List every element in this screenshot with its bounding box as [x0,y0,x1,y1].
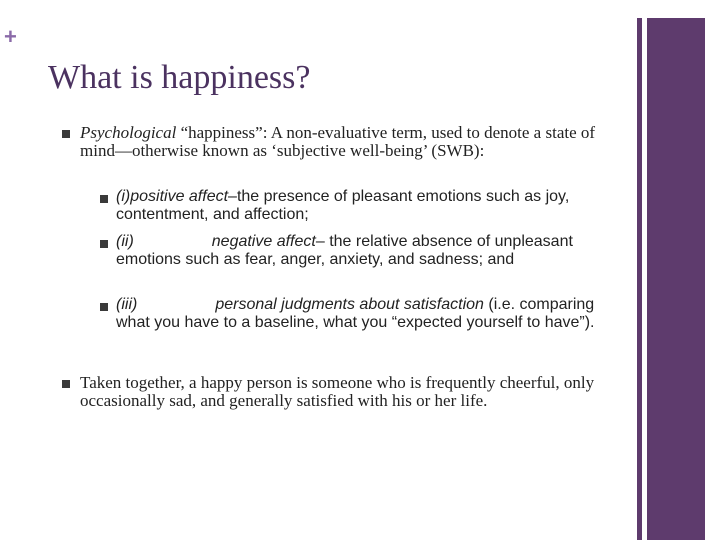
accent-bar-thin [637,18,642,540]
sub-bullet-positive-affect [116,188,596,224]
sub-bullet-judgments [116,296,596,332]
sub-bullet-text: (i.e. comparing what you have to a baseline, what you “expected yourself to have”). [116,296,595,331]
slide-title: What is happiness? [48,59,311,96]
sub-bullet-label: (i)positive affect [116,188,229,205]
bullet-lead: Psychological [80,123,177,142]
bullet-psychological [80,124,600,160]
sub-bullet-sep: – [315,233,325,250]
sub-bullet-number: (iii) [116,296,138,313]
bullet-square-icon [100,195,108,203]
sub-bullet-sep: – [228,188,237,205]
accent-bar-thick [647,18,705,540]
sub-bullet-label: personal judgments about satisfaction [215,296,484,313]
sub-bullet-text: the relative absence of unpleasant emotions such as fear, anger, anxiety, and sadness; and [116,233,573,268]
bullet-square-icon [100,303,108,311]
bullet-text: “happiness”: A non-evaluative term, used to denote a state of mind—otherwise known as ‘subjective well-being’ (SWB): [80,123,596,160]
sub-bullet-label: negative affect [211,233,316,250]
plus-icon: + [4,24,17,49]
bullet-square-icon [100,240,108,248]
sub-bullet-negative-affect [116,233,596,269]
sub-bullet-number: (ii) [116,233,134,250]
sub-bullet-text: the presence of pleasant emotions such as joy, contentment, and affection; [116,188,570,223]
bullet-taken-together: Taken together, a happy person is someone who is frequently cheerful, only occasionally sad, and generally satisfied with his or her life. [80,373,595,410]
bullet-square-icon [62,380,70,388]
bullet-square-icon [62,130,70,138]
